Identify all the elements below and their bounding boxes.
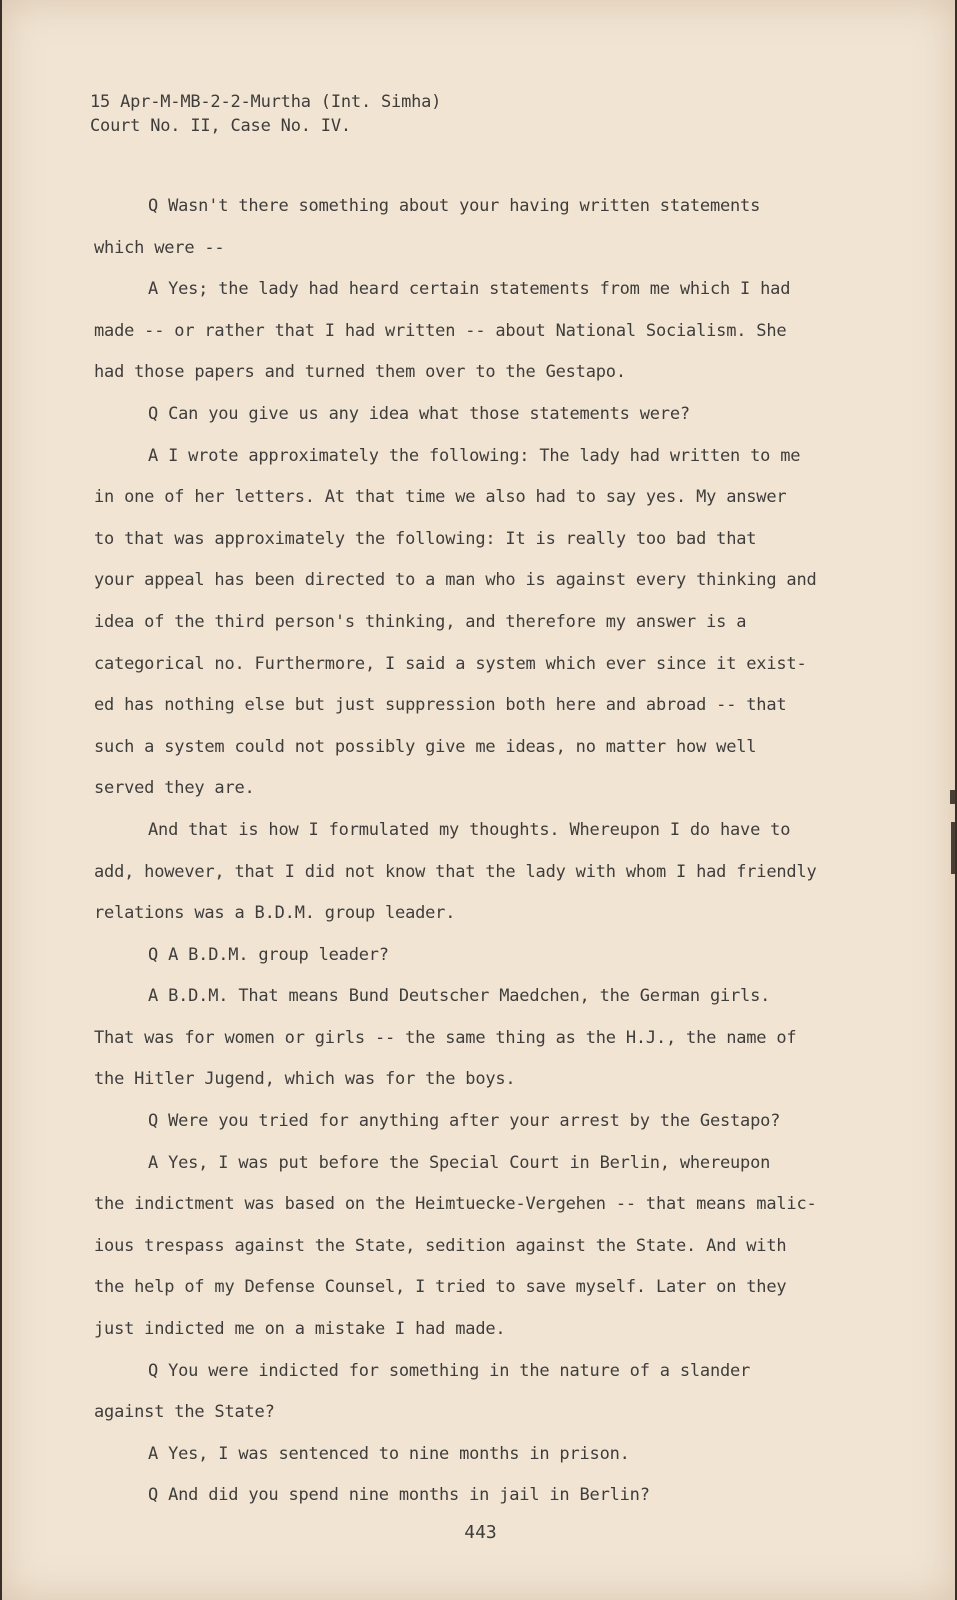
transcript-line: Q Were you tried for anything after your arrest by the Gestapo? — [148, 1111, 781, 1132]
transcript-line: your appeal has been directed to a man who is against every thinking and — [94, 570, 817, 591]
transcript-line: served they are. — [94, 778, 255, 799]
transcript-line: made -- or rather that I had written -- about National Socialism. She — [94, 320, 787, 341]
edge-mark — [950, 790, 955, 804]
transcript-line: A Yes; the lady had heard certain statements from me which I had — [148, 279, 791, 300]
transcript-line: Q Can you give us any idea what those statements were? — [148, 403, 690, 424]
transcript-line: in one of her letters. At that time we also had to say yes. My answer — [94, 487, 787, 508]
transcript-line: add, however, that I did not know that the lady with whom I had friendly — [94, 861, 817, 882]
transcript-line: A I wrote approximately the following: The lady had written to me — [148, 445, 801, 466]
transcript-line: such a system could not possibly give me ideas, no matter how well — [94, 736, 757, 757]
edge-mark — [951, 822, 955, 874]
transcript-line: to that was approximately the following: It is really too bad that — [94, 528, 757, 549]
transcript-line: relations was a B.D.M. group leader. — [94, 903, 456, 924]
transcript-line: A Yes, I was sentenced to nine months in prison. — [148, 1443, 630, 1464]
transcript-line: the Hitler Jugend, which was for the boys. — [94, 1069, 516, 1090]
transcript-line: That was for women or girls -- the same thing as the H.J., the name of — [94, 1027, 797, 1048]
transcript-line: against the State? — [94, 1402, 275, 1423]
transcript-line: Q And did you spend nine months in jail in Berlin? — [148, 1485, 650, 1506]
page-number: 443 — [464, 1522, 497, 1543]
transcript-body — [94, 186, 854, 1517]
transcript-line: just indicted me on a mistake I had made. — [94, 1319, 506, 1340]
transcript-line: which were -- — [94, 237, 225, 258]
transcript-line: ious trespass against the State, sedition against the State. And with — [94, 1235, 787, 1256]
header-court-case: Court No. II, Case No. IV. — [90, 116, 351, 136]
header-reference: 15 Apr-M-MB-2-2-Murtha (Int. Simha) — [90, 92, 442, 112]
transcript-line: the help of my Defense Counsel, I tried to save myself. Later on they — [94, 1277, 787, 1298]
document-header — [90, 90, 441, 138]
transcript-line: A B.D.M. That means Bund Deutscher Maedchen, the German girls. — [148, 986, 771, 1007]
transcript-line: Q Wasn't there something about your having written statements — [148, 196, 761, 216]
transcript-line: categorical no. Furthermore, I said a system which ever since it exist- — [94, 653, 807, 674]
transcript-page — [2, 0, 955, 1600]
transcript-line: ed has nothing else but just suppression both here and abroad -- that — [94, 695, 787, 716]
transcript-line: A Yes, I was put before the Special Court in Berlin, whereupon — [148, 1152, 771, 1173]
transcript-line: had those papers and turned them over to the Gestapo. — [94, 362, 626, 383]
transcript-line: idea of the third person's thinking, and therefore my answer is a — [94, 611, 747, 632]
transcript-line: And that is how I formulated my thoughts. Whereupon I do have to — [148, 819, 791, 840]
transcript-line: the indictment was based on the Heimtuecke-Vergehen -- that means malic- — [94, 1194, 817, 1215]
transcript-line: Q A B.D.M. group leader? — [148, 944, 389, 965]
transcript-line: Q You were indicted for something in the nature of a slander — [148, 1360, 751, 1381]
